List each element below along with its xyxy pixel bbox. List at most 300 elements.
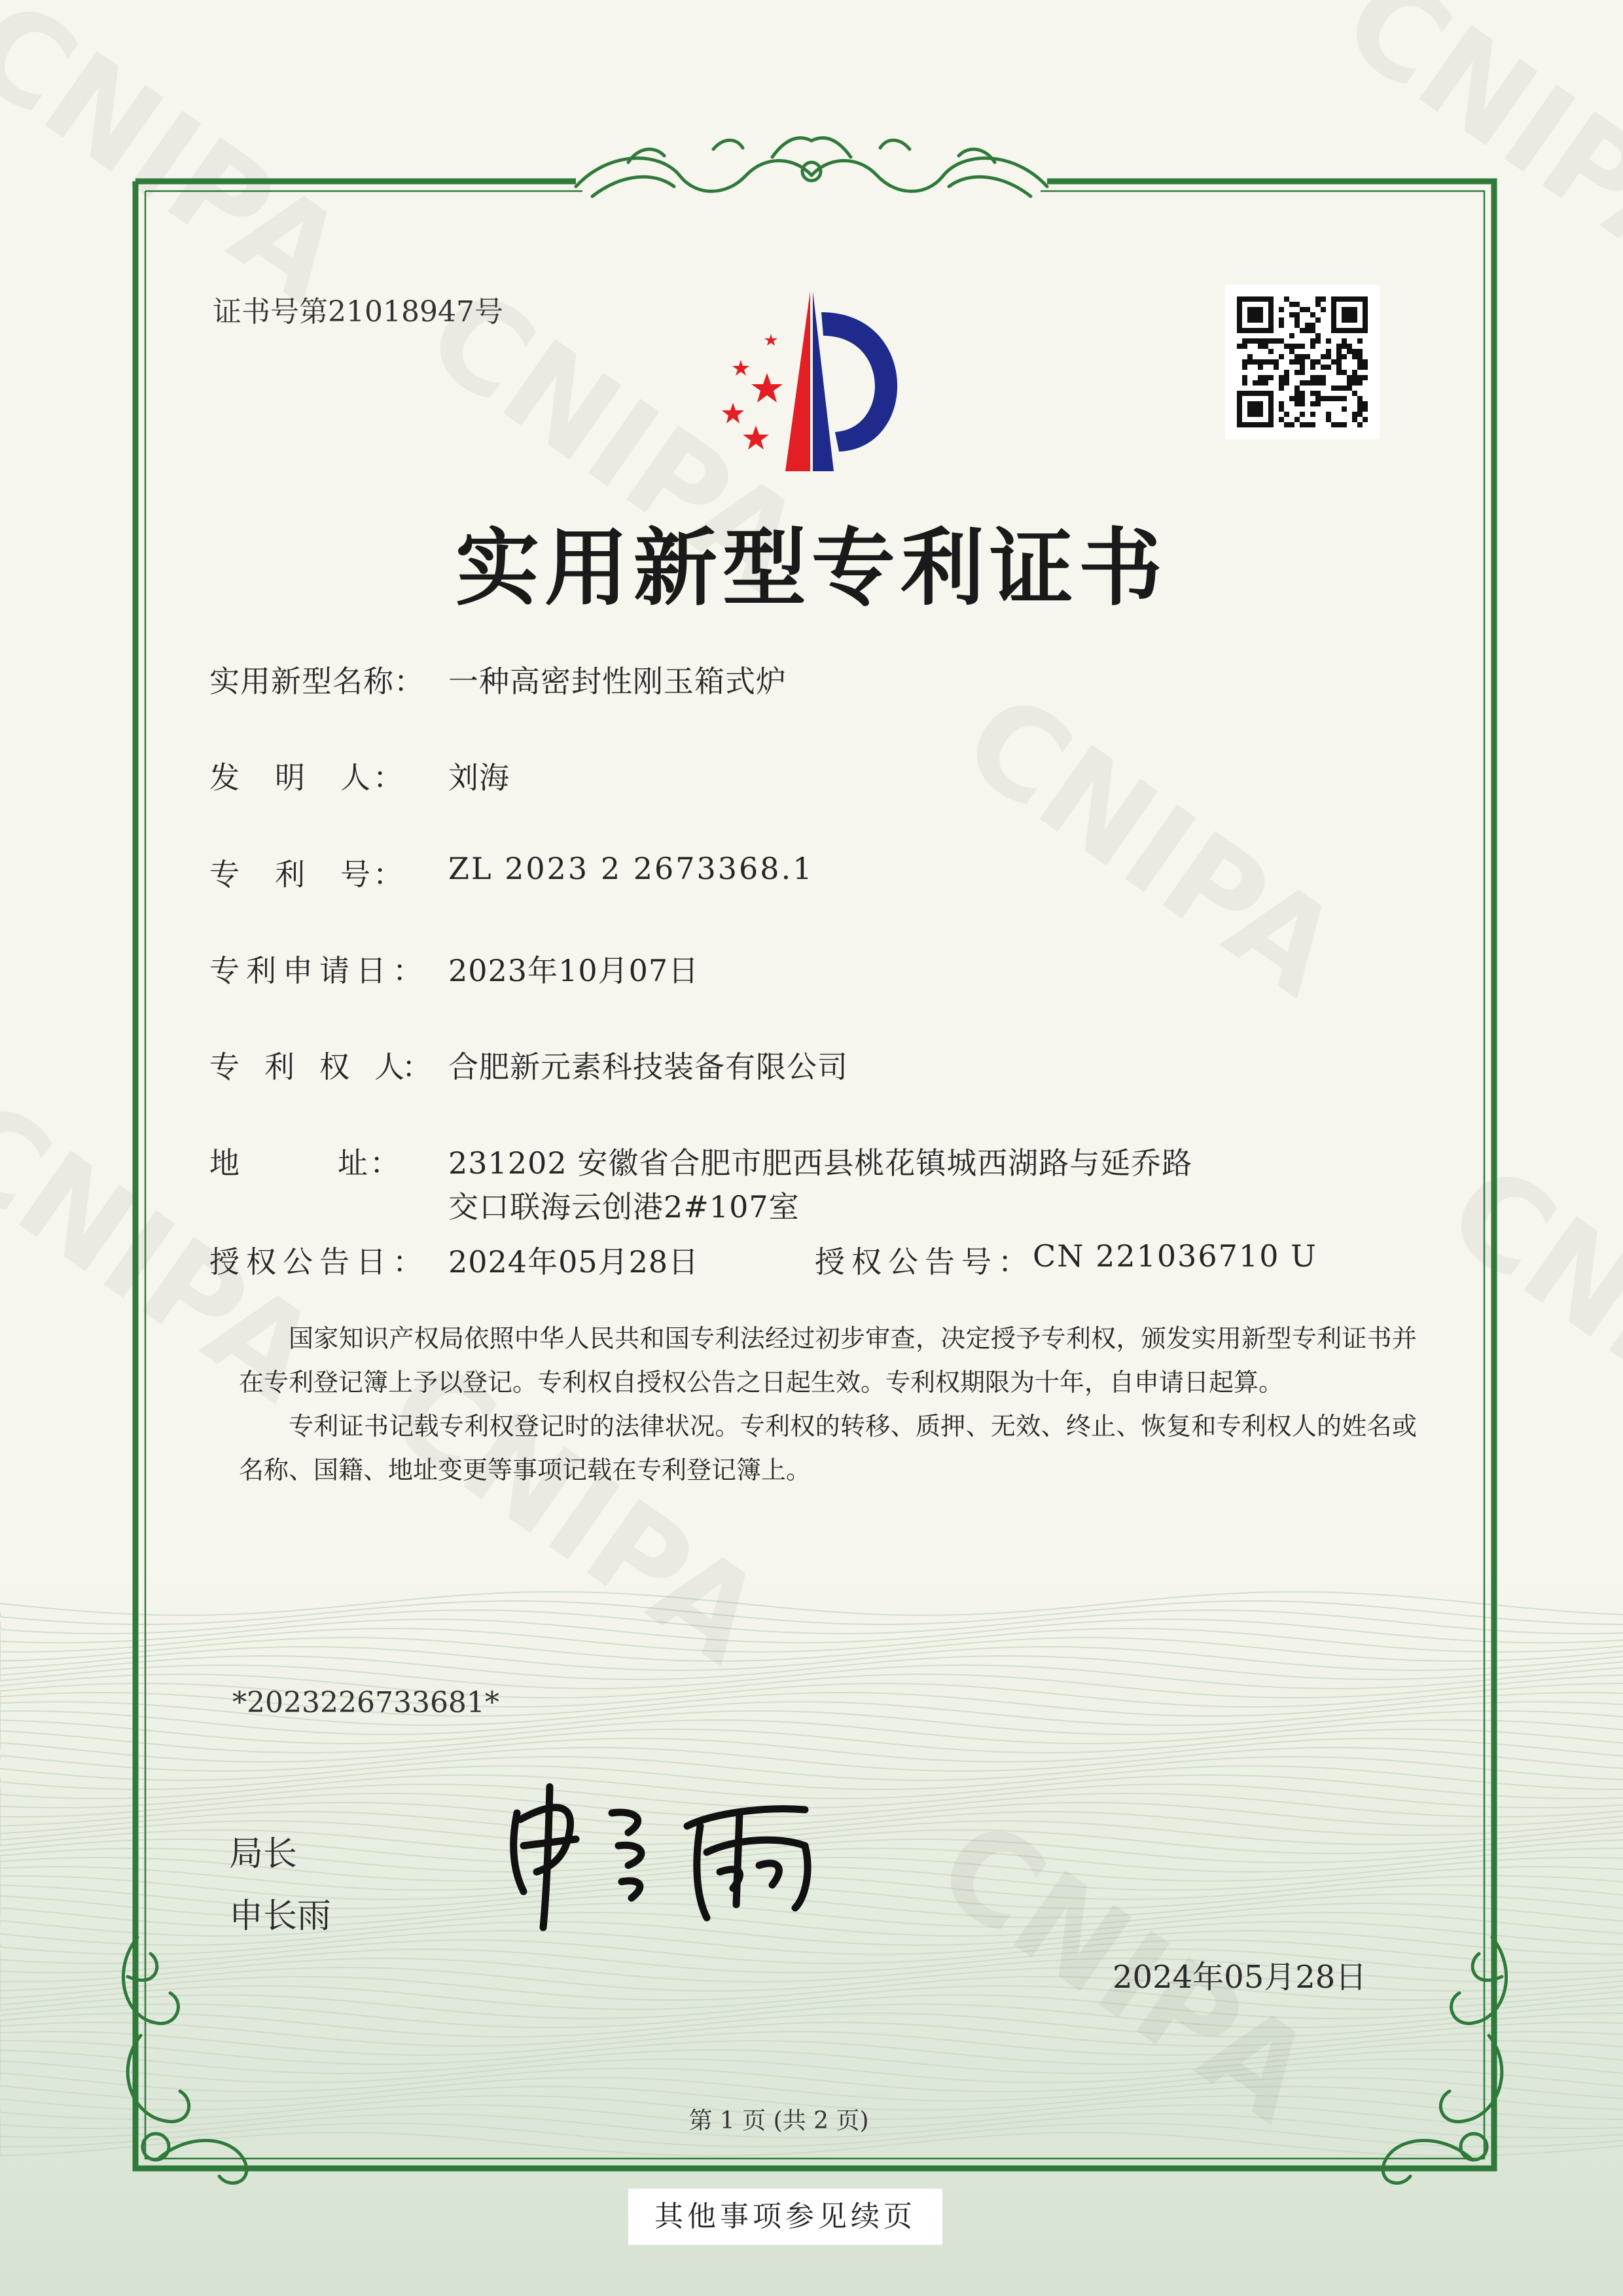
qr-module bbox=[1342, 328, 1347, 333]
qr-module bbox=[1237, 344, 1242, 349]
qr-module bbox=[1268, 412, 1274, 417]
qr-module bbox=[1363, 417, 1368, 422]
qr-module bbox=[1363, 401, 1368, 406]
qr-module bbox=[1268, 422, 1274, 427]
qr-module bbox=[1258, 296, 1263, 302]
qr-module bbox=[1284, 375, 1289, 380]
qr-module bbox=[1336, 349, 1342, 354]
qr-module bbox=[1331, 296, 1336, 302]
qr-module bbox=[1336, 386, 1342, 391]
qr-module bbox=[1247, 401, 1253, 406]
qr-module bbox=[1268, 296, 1274, 302]
qr-module bbox=[1268, 406, 1274, 412]
qr-module bbox=[1310, 312, 1315, 317]
qr-module bbox=[1279, 317, 1284, 323]
qr-module bbox=[1258, 344, 1263, 349]
qr-module bbox=[1284, 380, 1289, 386]
qr-module bbox=[1247, 422, 1253, 427]
qr-module bbox=[1263, 328, 1268, 333]
qr-module bbox=[1284, 422, 1289, 427]
qr-module bbox=[1357, 396, 1363, 401]
qr-module bbox=[1310, 365, 1315, 370]
qr-module bbox=[1363, 312, 1368, 317]
qr-module bbox=[1247, 338, 1253, 344]
qr-module bbox=[1253, 328, 1258, 333]
qr-module bbox=[1284, 412, 1289, 417]
qr-module bbox=[1294, 370, 1300, 375]
qr-module bbox=[1352, 307, 1357, 312]
qr-module bbox=[1331, 396, 1336, 401]
qr-module bbox=[1268, 391, 1274, 396]
qr-module bbox=[1315, 302, 1321, 307]
qr-module bbox=[1242, 328, 1247, 333]
qr-module bbox=[1247, 312, 1253, 317]
qr-module bbox=[1268, 317, 1274, 323]
qr-module bbox=[1363, 302, 1368, 307]
field-value-address-line2: 交口联海云创港2#107室 bbox=[448, 1189, 800, 1225]
qr-module bbox=[1294, 344, 1300, 349]
field-label-patentee: 专 利 权 人： bbox=[209, 1049, 429, 1085]
qr-module bbox=[1336, 370, 1342, 375]
qr-module bbox=[1352, 328, 1357, 333]
qr-module bbox=[1258, 307, 1263, 312]
qr-module bbox=[1342, 296, 1347, 302]
qr-module bbox=[1263, 344, 1268, 349]
qr-module bbox=[1294, 391, 1300, 396]
qr-module bbox=[1300, 354, 1305, 359]
qr-module bbox=[1268, 307, 1274, 312]
director-title: 局长 bbox=[229, 1835, 298, 1874]
qr-module bbox=[1310, 328, 1315, 333]
qr-module bbox=[1331, 422, 1336, 427]
qr-module bbox=[1347, 386, 1352, 391]
cnipa-logo-icon bbox=[694, 285, 936, 475]
qr-module bbox=[1352, 375, 1357, 380]
qr-module bbox=[1363, 323, 1368, 328]
qr-module bbox=[1279, 375, 1284, 380]
qr-module bbox=[1342, 307, 1347, 312]
qr-module bbox=[1357, 338, 1363, 344]
qr-module bbox=[1305, 307, 1310, 312]
qr-module bbox=[1247, 406, 1253, 412]
field-label-utility-model-name: 实用新型名称： bbox=[209, 664, 425, 699]
qr-module bbox=[1310, 375, 1315, 380]
qr-module bbox=[1253, 401, 1258, 406]
qr-module bbox=[1305, 323, 1310, 328]
qr-module bbox=[1363, 406, 1368, 412]
qr-module bbox=[1300, 422, 1305, 427]
qr-module bbox=[1294, 302, 1300, 307]
qr-module bbox=[1342, 312, 1347, 317]
qr-module bbox=[1321, 396, 1326, 401]
qr-module bbox=[1336, 365, 1342, 370]
qr-module bbox=[1300, 380, 1305, 386]
qr-module bbox=[1363, 307, 1368, 312]
qr-module bbox=[1342, 386, 1347, 391]
field-value-patent-number: ZL 2023 2 2673368.1 bbox=[448, 851, 814, 886]
qr-module bbox=[1347, 349, 1352, 354]
qr-module bbox=[1279, 386, 1284, 391]
qr-module bbox=[1336, 359, 1342, 365]
qr-module bbox=[1237, 412, 1242, 417]
corner-ornament-icon bbox=[1383, 1937, 1506, 2183]
qr-module bbox=[1326, 396, 1331, 401]
qr-module bbox=[1331, 359, 1336, 365]
qr-module bbox=[1279, 417, 1284, 422]
certificate-number: 证书号第21018947号 bbox=[213, 295, 503, 329]
qr-module bbox=[1300, 391, 1305, 396]
qr-module bbox=[1263, 422, 1268, 427]
qr-module bbox=[1294, 417, 1300, 422]
field-value-utility-model-name: 一种高密封性刚玉箱式炉 bbox=[448, 664, 787, 699]
qr-module bbox=[1321, 365, 1326, 370]
qr-module bbox=[1237, 396, 1242, 401]
qr-module bbox=[1315, 401, 1321, 406]
qr-module bbox=[1237, 422, 1242, 427]
qr-module bbox=[1315, 375, 1321, 380]
qr-module bbox=[1268, 417, 1274, 422]
qr-module bbox=[1253, 338, 1258, 344]
qr-module bbox=[1242, 296, 1247, 302]
qr-module bbox=[1300, 359, 1305, 365]
barcode-number: *2023226733681* bbox=[232, 1686, 499, 1719]
qr-module bbox=[1342, 354, 1347, 359]
qr-module bbox=[1294, 396, 1300, 401]
qr-code-matrix bbox=[1225, 285, 1380, 439]
qr-module bbox=[1258, 338, 1263, 344]
field-value-grant-date: 2024年05月28日 bbox=[448, 1244, 700, 1280]
qr-module bbox=[1315, 396, 1321, 401]
field-value-address: 231202 安徽省合肥市肥西县桃花镇城西湖路与延乔路 bbox=[448, 1145, 1193, 1181]
qr-module bbox=[1347, 328, 1352, 333]
qr-module bbox=[1242, 422, 1247, 427]
qr-module bbox=[1357, 422, 1363, 427]
qr-module bbox=[1258, 406, 1263, 412]
qr-module bbox=[1315, 391, 1321, 396]
qr-module bbox=[1247, 412, 1253, 417]
qr-module bbox=[1357, 365, 1363, 370]
qr-module bbox=[1253, 312, 1258, 317]
qr-module bbox=[1279, 406, 1284, 412]
qr-module bbox=[1347, 296, 1352, 302]
qr-module bbox=[1315, 380, 1321, 386]
qr-module bbox=[1326, 349, 1331, 354]
field-label-grant-number: 授权公告号： bbox=[815, 1244, 1035, 1280]
qr-module bbox=[1247, 359, 1253, 365]
qr-module bbox=[1263, 296, 1268, 302]
qr-module bbox=[1284, 344, 1289, 349]
qr-module bbox=[1258, 412, 1263, 417]
qr-module bbox=[1347, 380, 1352, 386]
field-label-grant-date: 授权公告日： bbox=[209, 1244, 429, 1280]
qr-module bbox=[1357, 375, 1363, 380]
qr-module bbox=[1237, 307, 1242, 312]
qr-module bbox=[1263, 380, 1268, 386]
qr-module bbox=[1247, 307, 1253, 312]
qr-module bbox=[1279, 354, 1284, 359]
qr-module bbox=[1253, 422, 1258, 427]
qr-module bbox=[1263, 338, 1268, 344]
field-value-application-date: 2023年10月07日 bbox=[448, 953, 700, 988]
qr-module bbox=[1331, 386, 1336, 391]
qr-module bbox=[1347, 375, 1352, 380]
qr-module bbox=[1310, 380, 1315, 386]
qr-module bbox=[1279, 380, 1284, 386]
qr-module bbox=[1247, 328, 1253, 333]
qr-module bbox=[1310, 401, 1315, 406]
qr-code-icon bbox=[1225, 285, 1380, 439]
field-value-grant-number: CN 221036710 U bbox=[1033, 1238, 1317, 1274]
field-value-inventor: 刘海 bbox=[448, 760, 510, 795]
qr-module bbox=[1357, 401, 1363, 406]
qr-module bbox=[1326, 365, 1331, 370]
qr-module bbox=[1289, 302, 1294, 307]
qr-module bbox=[1237, 328, 1242, 333]
qr-module bbox=[1242, 338, 1247, 344]
qr-module bbox=[1294, 312, 1300, 317]
qr-module bbox=[1342, 422, 1347, 427]
qr-module bbox=[1268, 328, 1274, 333]
qr-module bbox=[1336, 396, 1342, 401]
qr-module bbox=[1258, 375, 1263, 380]
qr-module bbox=[1258, 401, 1263, 406]
qr-module bbox=[1289, 333, 1294, 338]
qr-module bbox=[1342, 344, 1347, 349]
qr-module bbox=[1237, 406, 1242, 412]
qr-module bbox=[1268, 312, 1274, 317]
qr-module bbox=[1289, 359, 1294, 365]
qr-module bbox=[1258, 365, 1263, 370]
qr-module bbox=[1352, 296, 1357, 302]
qr-module bbox=[1357, 380, 1363, 386]
qr-module bbox=[1294, 386, 1300, 391]
qr-module bbox=[1331, 302, 1336, 307]
qr-module bbox=[1284, 296, 1289, 302]
qr-module bbox=[1347, 312, 1352, 317]
qr-module bbox=[1294, 401, 1300, 406]
page-title: 实用新型专利证书 bbox=[455, 519, 1168, 617]
qr-module bbox=[1274, 365, 1279, 370]
qr-module bbox=[1321, 354, 1326, 359]
qr-module bbox=[1268, 359, 1274, 365]
field-label-inventor: 发 明 人： bbox=[209, 760, 406, 795]
qr-module bbox=[1258, 359, 1263, 365]
qr-module bbox=[1300, 401, 1305, 406]
qr-module bbox=[1300, 370, 1305, 375]
qr-module bbox=[1352, 312, 1357, 317]
qr-module bbox=[1357, 406, 1363, 412]
qr-module bbox=[1321, 375, 1326, 380]
qr-module bbox=[1347, 307, 1352, 312]
qr-module bbox=[1310, 359, 1315, 365]
qr-module bbox=[1289, 344, 1294, 349]
qr-module bbox=[1247, 391, 1253, 396]
qr-module bbox=[1342, 317, 1347, 323]
qr-module bbox=[1237, 391, 1242, 396]
qr-module bbox=[1242, 365, 1247, 370]
qr-module bbox=[1315, 317, 1321, 323]
qr-module bbox=[1352, 354, 1357, 359]
qr-module bbox=[1336, 344, 1342, 349]
qr-module bbox=[1294, 317, 1300, 323]
qr-module bbox=[1321, 380, 1326, 386]
qr-module bbox=[1363, 365, 1368, 370]
qr-module bbox=[1247, 354, 1253, 359]
qr-module bbox=[1253, 307, 1258, 312]
qr-module bbox=[1279, 338, 1284, 344]
qr-module bbox=[1237, 296, 1242, 302]
notice-text bbox=[239, 1317, 1417, 1492]
qr-module bbox=[1289, 349, 1294, 354]
notice-paragraph: 专利证书记载专利权登记时的法律状况。专利权的转移、质押、无效、终止、恢复和专利权人的姓名或名称、国籍、地址变更等事项记载在专利登记簿上。 bbox=[239, 1412, 1417, 1484]
qr-module bbox=[1253, 296, 1258, 302]
qr-module bbox=[1315, 296, 1321, 302]
qr-module bbox=[1352, 370, 1357, 375]
field-label-patent-number: 专 利 号： bbox=[209, 857, 406, 892]
page-indicator: 第 1 页 (共 2 页) bbox=[688, 2108, 869, 2134]
qr-module bbox=[1253, 317, 1258, 323]
qr-module bbox=[1321, 307, 1326, 312]
qr-module bbox=[1300, 328, 1305, 333]
qr-module bbox=[1326, 412, 1331, 417]
qr-module bbox=[1258, 391, 1263, 396]
qr-module bbox=[1289, 422, 1294, 427]
qr-module bbox=[1342, 338, 1347, 344]
qr-module bbox=[1279, 401, 1284, 406]
qr-module bbox=[1242, 380, 1247, 386]
qr-module bbox=[1315, 338, 1321, 344]
qr-module bbox=[1258, 317, 1263, 323]
qr-module bbox=[1300, 396, 1305, 401]
qr-module bbox=[1326, 338, 1331, 344]
director-signature bbox=[497, 1774, 838, 1937]
qr-module bbox=[1253, 380, 1258, 386]
qr-module bbox=[1352, 380, 1357, 386]
qr-module bbox=[1363, 296, 1368, 302]
qr-module bbox=[1263, 375, 1268, 380]
qr-module bbox=[1363, 375, 1368, 380]
qr-module bbox=[1331, 307, 1336, 312]
qr-module bbox=[1347, 344, 1352, 349]
qr-module bbox=[1305, 354, 1310, 359]
qr-module bbox=[1253, 412, 1258, 417]
qr-module bbox=[1363, 359, 1368, 365]
qr-module bbox=[1237, 401, 1242, 406]
qr-module bbox=[1263, 359, 1268, 365]
qr-module bbox=[1336, 328, 1342, 333]
top-ornament-icon bbox=[576, 138, 1047, 196]
qr-module bbox=[1326, 354, 1331, 359]
qr-module bbox=[1305, 422, 1310, 427]
qr-module bbox=[1237, 302, 1242, 307]
qr-module bbox=[1331, 328, 1336, 333]
qr-module bbox=[1315, 359, 1321, 365]
qr-module bbox=[1326, 417, 1331, 422]
notice-paragraph: 国家知识产权局依照中华人民共和国专利法经过初步审查，决定授予专利权，颁发实用新型专利证书并在专利登记簿上予以登记。专利权自授权公告之日起生效。专利权期限为十年，自申请日起算。 bbox=[239, 1324, 1417, 1397]
qr-module bbox=[1321, 296, 1326, 302]
qr-module bbox=[1268, 349, 1274, 354]
qr-module bbox=[1268, 375, 1274, 380]
qr-module bbox=[1305, 380, 1310, 386]
qr-module bbox=[1363, 328, 1368, 333]
qr-module bbox=[1357, 328, 1363, 333]
qr-module bbox=[1268, 302, 1274, 307]
qr-module bbox=[1310, 391, 1315, 396]
qr-module bbox=[1237, 323, 1242, 328]
qr-module bbox=[1294, 323, 1300, 328]
qr-module bbox=[1357, 359, 1363, 365]
qr-module bbox=[1342, 370, 1347, 375]
qr-module bbox=[1363, 317, 1368, 323]
qr-module bbox=[1268, 396, 1274, 401]
qr-module bbox=[1310, 338, 1315, 344]
qr-module bbox=[1289, 312, 1294, 317]
qr-module bbox=[1310, 323, 1315, 328]
director-name: 申长雨 bbox=[229, 1897, 332, 1936]
qr-module bbox=[1300, 344, 1305, 349]
qr-module bbox=[1305, 328, 1310, 333]
qr-module bbox=[1342, 396, 1347, 401]
qr-module bbox=[1331, 312, 1336, 317]
qr-module bbox=[1268, 323, 1274, 328]
qr-module bbox=[1268, 401, 1274, 406]
corner-ornament-icon bbox=[123, 1937, 246, 2183]
qr-module bbox=[1300, 307, 1305, 312]
qr-module bbox=[1289, 396, 1294, 401]
qr-module bbox=[1342, 406, 1347, 412]
qr-module bbox=[1300, 365, 1305, 370]
qr-module bbox=[1357, 412, 1363, 417]
qr-module bbox=[1242, 375, 1247, 380]
qr-module bbox=[1242, 391, 1247, 396]
qr-module bbox=[1237, 417, 1242, 422]
field-label-address: 地 址： bbox=[209, 1145, 402, 1181]
qr-module bbox=[1258, 312, 1263, 317]
qr-module bbox=[1352, 391, 1357, 396]
qr-module bbox=[1284, 370, 1289, 375]
qr-module bbox=[1274, 338, 1279, 344]
qr-module bbox=[1263, 391, 1268, 396]
qr-module bbox=[1294, 354, 1300, 359]
qr-module bbox=[1357, 296, 1363, 302]
qr-module bbox=[1258, 380, 1263, 386]
qr-module bbox=[1347, 317, 1352, 323]
qr-module bbox=[1357, 349, 1363, 354]
qr-module bbox=[1279, 307, 1284, 312]
qr-module bbox=[1247, 317, 1253, 323]
qr-module bbox=[1258, 328, 1263, 333]
qr-module bbox=[1336, 422, 1342, 427]
qr-module bbox=[1357, 354, 1363, 359]
qr-module bbox=[1315, 333, 1321, 338]
qr-module bbox=[1253, 359, 1258, 365]
qr-module bbox=[1294, 359, 1300, 365]
qr-module bbox=[1310, 344, 1315, 349]
qr-module bbox=[1352, 412, 1357, 417]
field-value-patentee: 合肥新元素科技装备有限公司 bbox=[448, 1049, 848, 1085]
continuation-note: 其他事项参见续页 bbox=[628, 2189, 942, 2245]
qr-module bbox=[1258, 422, 1263, 427]
qr-module bbox=[1352, 417, 1357, 422]
qr-module bbox=[1352, 349, 1357, 354]
qr-module bbox=[1336, 296, 1342, 302]
qr-module bbox=[1253, 391, 1258, 396]
qr-module bbox=[1300, 412, 1305, 417]
qr-module bbox=[1310, 422, 1315, 427]
qr-module bbox=[1331, 323, 1336, 328]
qr-module bbox=[1336, 354, 1342, 359]
qr-module bbox=[1242, 359, 1247, 365]
